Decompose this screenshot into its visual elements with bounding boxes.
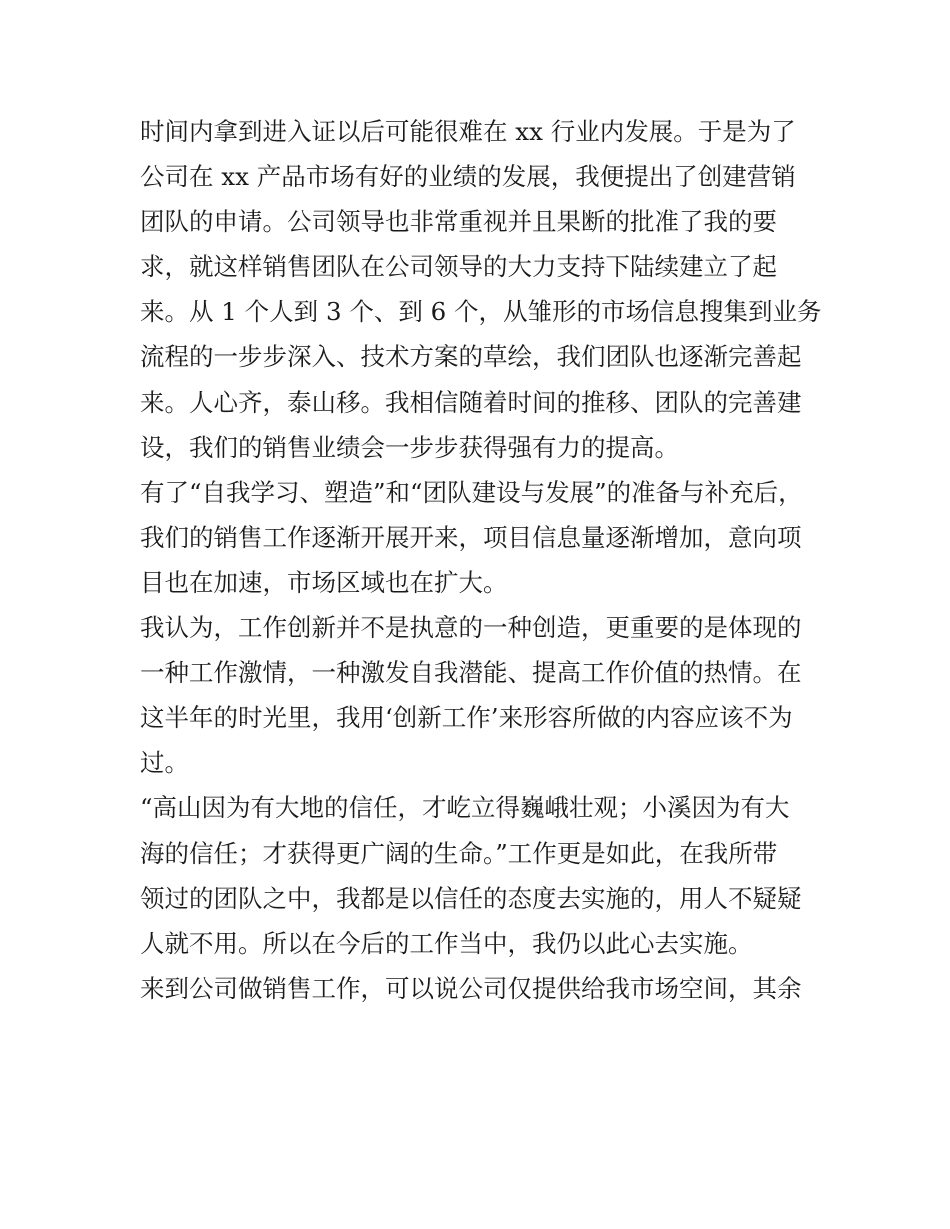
- text-line: 我认为，工作创新并不是执意的一种创造，更重要的是体现的: [140, 613, 802, 643]
- text-line: 来到公司做销售工作，可以说公司仅提供给我市场空间，其余: [140, 973, 802, 1003]
- text-line: 来。人心齐，泰山移。我相信随着时间的推移、团队的完善建: [140, 387, 802, 417]
- text-line: 有了“自我学习、塑造”和“团队建设与发展”的准备与补充后，: [140, 477, 803, 507]
- paragraph-market-space: [140, 966, 840, 1011]
- text-line: 一种工作激情，一种激发自我潜能、提高工作价值的热情。在: [140, 658, 802, 688]
- text-line: 领过的团队之中，我都是以信任的态度去实施的，用人不疑疑: [140, 883, 802, 913]
- text-line: 时间内拿到进入证以后可能很难在 xx 行业内发展。于是为了: [140, 117, 796, 146]
- text-line: 公司在 xx 产品市场有好的业绩的发展，我便提出了创建营销: [140, 162, 796, 192]
- text-line: 海的信任；才获得更广阔的生命。”工作更是如此，在我所带: [140, 838, 778, 868]
- document-body: [140, 109, 840, 1011]
- paragraph-trust: [140, 785, 840, 965]
- text-line: 我们的销售工作逐渐开展开来，项目信息量逐渐增加，意向项: [140, 522, 802, 552]
- text-line: 设，我们的销售业绩会一步步获得强有力的提高。: [140, 432, 679, 462]
- text-line: 目也在加速，市场区域也在扩大。: [140, 567, 508, 597]
- paragraph-innovation: [140, 605, 840, 785]
- paragraph-sales-progress: [140, 470, 840, 605]
- paragraph-team-building: [140, 109, 840, 470]
- text-line: 流程的一步步深入、技术方案的草绘，我们团队也逐渐完善起: [140, 342, 802, 372]
- text-line: “高山因为有大地的信任，才屹立得巍峨壮观；小溪因为有大: [140, 793, 790, 823]
- text-line: 人就不用。所以在今后的工作当中，我仍以此心去实施。: [140, 928, 753, 958]
- text-line: 团队的申请。公司领导也非常重视并且果断的批准了我的要: [140, 207, 777, 237]
- text-line: 这半年的时光里，我用‘创新工作’来形容所做的内容应该不为: [140, 703, 793, 733]
- text-line: 来。从 1 个人到 3 个、到 6 个，从雏形的市场信息搜集到业务: [140, 297, 822, 327]
- text-line: 求，就这样销售团队在公司领导的大力支持下陆续建立了起: [140, 252, 777, 282]
- text-line: 过。: [140, 748, 189, 778]
